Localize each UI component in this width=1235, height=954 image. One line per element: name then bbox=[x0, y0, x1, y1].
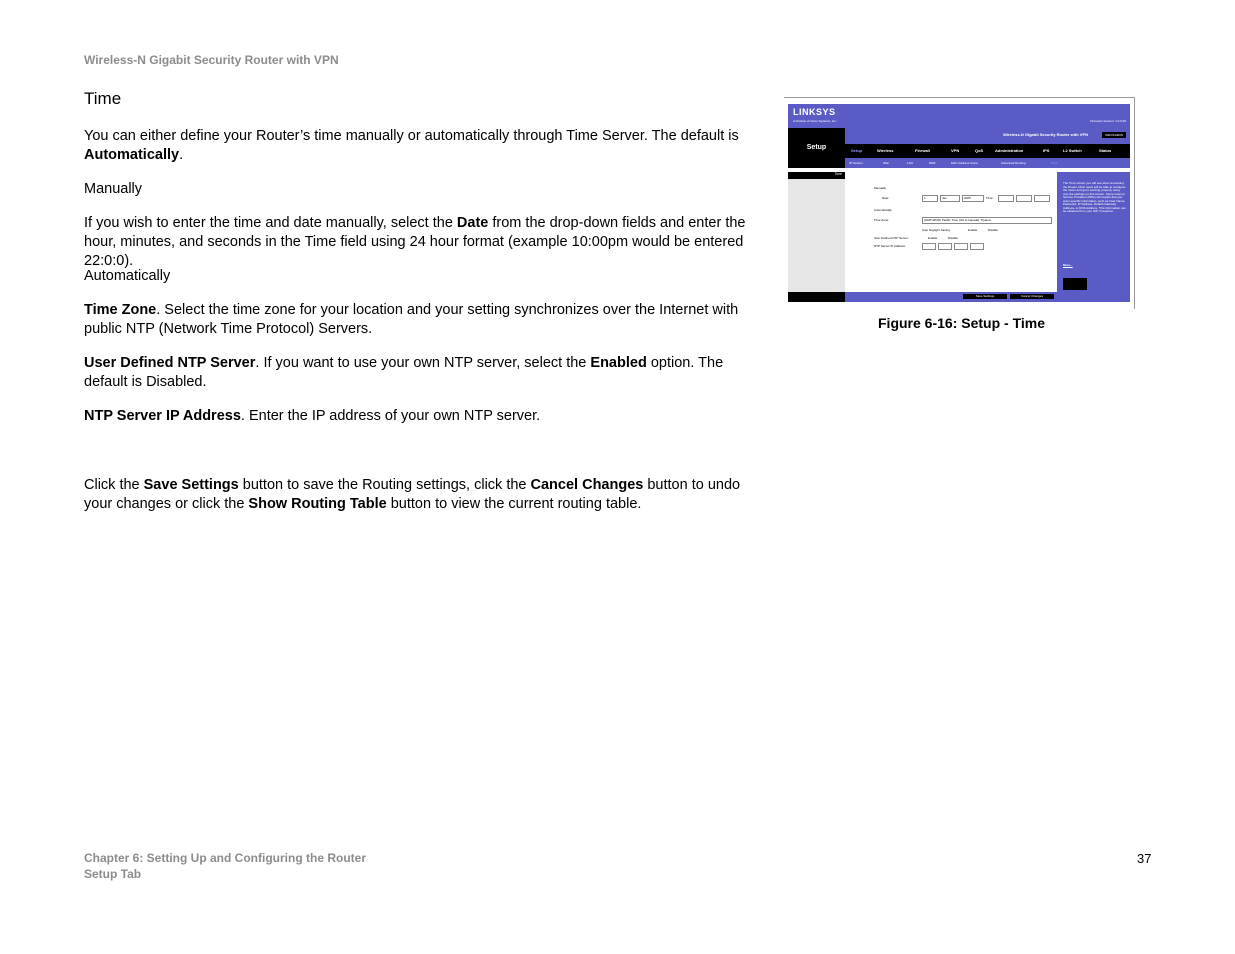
linksys-logo: LINKSYS bbox=[793, 107, 836, 117]
help-more-link: More... bbox=[1063, 263, 1073, 267]
logo-subtitle: A Division of Cisco Systems, Inc. bbox=[793, 119, 837, 123]
footer-section: Setup Tab bbox=[84, 867, 142, 881]
nav-tab-vpn: VPN bbox=[951, 148, 960, 153]
subnav-dmz: DMZ bbox=[929, 161, 936, 165]
ntp-server-label: User Defined NTP Server: bbox=[874, 236, 909, 240]
nav-tab-firewall: Firewall bbox=[915, 148, 930, 153]
subnav-mac-clone: MAC Address Clone bbox=[951, 161, 979, 165]
figure-nav bbox=[845, 144, 1130, 158]
cisco-systems-logo bbox=[1063, 278, 1087, 290]
nav-tab-l2switch: L2 Switch bbox=[1063, 148, 1082, 153]
paragraph-time-zone: Time Zone. Select the time zone for your location and your setting synchronizes over the Internet with public NTP (Network Time Protocol) Servers. bbox=[84, 302, 739, 337]
nav-tab-setup: Setup bbox=[851, 148, 863, 153]
ntp-enable: Enable bbox=[928, 236, 938, 240]
nav-tab-status: Status bbox=[1099, 148, 1112, 153]
subheading-automatically: Automatically bbox=[84, 268, 171, 284]
figure-topbar bbox=[788, 104, 1130, 128]
footer-chapter: Chapter 6: Setting Up and Configuring the Router bbox=[84, 851, 366, 865]
month-value: Jan bbox=[942, 196, 947, 200]
time-zone-value: (GMT-08:00) Pacific Time (US & Canada); Tijuana bbox=[924, 218, 991, 222]
daylight-label: Auto Daylight Saving: bbox=[922, 228, 951, 232]
figure-subnav bbox=[845, 158, 1130, 168]
subnav-advanced-routing: Advanced Routing bbox=[1001, 161, 1026, 165]
minute-field bbox=[1016, 195, 1032, 202]
ntp-ip-octet-4 bbox=[970, 243, 984, 250]
figure-titlebar bbox=[845, 128, 1130, 144]
model-badge: WRVS4400N bbox=[1102, 132, 1126, 138]
radio-automatically-label: Automatically bbox=[874, 208, 892, 212]
ntp-disable: Disable bbox=[948, 236, 959, 240]
subnav-lan: LAN bbox=[907, 161, 913, 165]
ntp-ip-octet-1 bbox=[922, 243, 936, 250]
paragraph-manually: If you wish to enter the time and date manually, select the Date from the drop-down fields and enter the hour, minutes, and seconds in the Time field using 24 hour format (example 10:00pm would be entered 22:0:0). bbox=[84, 215, 746, 269]
ntp-ip-octet-3 bbox=[954, 243, 968, 250]
subnav-time: Time bbox=[1051, 161, 1058, 165]
figure-left-column bbox=[788, 172, 845, 292]
figure-section-label: Setup bbox=[788, 128, 845, 168]
figure-bottom-left bbox=[788, 292, 845, 302]
paragraph-ntp-server: User Defined NTP Server. If you want to use your own NTP server, select the Enabled option. The default is Disabled. bbox=[84, 355, 724, 390]
ntp-ip-label: NTP Server IP Address: bbox=[874, 244, 906, 248]
cancel-changes-button: Cancel Changes bbox=[1010, 294, 1054, 299]
subheading-manually: Manually bbox=[84, 181, 143, 197]
year-value: 2005 bbox=[964, 196, 971, 200]
daylight-disable: Disable bbox=[988, 228, 999, 232]
day-value: 1 bbox=[924, 196, 926, 200]
daylight-enable: Enable bbox=[968, 228, 978, 232]
paragraph-intro: You can either define your Router’s time manually or automatically through Time Server. The default is Automatically. bbox=[84, 128, 739, 163]
page-number: 37 bbox=[1137, 851, 1152, 866]
time-label: Time: bbox=[986, 196, 994, 200]
help-text: The Time screen you will see when accessing the Router. Most users will be able to configure the router and get it working properly using only the settings on this screen. Some Internet Service Providers (ISPs) will require that you enter specific information, such as User Name, Password, IP Address, Default Gateway Address, or DNS Address. This information can be obtained from your ISP, if required. bbox=[1063, 181, 1126, 213]
panel-title: Time bbox=[788, 172, 845, 179]
figure-setup-time-screenshot bbox=[784, 97, 1135, 309]
figure-caption: Figure 6-16: Setup - Time bbox=[878, 315, 1045, 331]
nav-tab-ips: IPS bbox=[1043, 148, 1050, 153]
subnav-wan: Wan bbox=[883, 161, 890, 165]
section-title: Time bbox=[84, 89, 122, 108]
time-zone-label: Time Zone: bbox=[874, 218, 890, 222]
nav-tab-administration: Administration bbox=[995, 148, 1024, 153]
subnav-ip-version: IP Version bbox=[849, 161, 863, 165]
help-panel bbox=[1057, 172, 1130, 292]
paragraph-buttons: Click the Save Settings button to save the Routing settings, click the Cancel Changes button to undo your changes or click the Show Routing Table button to view the current routing table. bbox=[84, 477, 741, 512]
paragraph-ntp-ip: NTP Server IP Address. Enter the IP address of your own NTP server. bbox=[84, 408, 541, 424]
nav-tab-qos: QoS bbox=[975, 148, 984, 153]
ntp-ip-octet-2 bbox=[938, 243, 952, 250]
second-field bbox=[1034, 195, 1050, 202]
nav-tab-wireless: Wireless bbox=[877, 148, 894, 153]
save-settings-button: Save Settings bbox=[963, 294, 1007, 299]
date-label: Date: bbox=[882, 196, 890, 200]
running-header: Wireless-N Gigabit Security Router with VPN bbox=[84, 53, 339, 67]
hour-field bbox=[998, 195, 1014, 202]
radio-manually-label: Manually bbox=[874, 186, 887, 190]
firmware-version: Firmware Version: 1.0.0.00 bbox=[1090, 119, 1126, 123]
product-title: Wireless-N Gigabit Security Router with VPN bbox=[1003, 132, 1088, 137]
